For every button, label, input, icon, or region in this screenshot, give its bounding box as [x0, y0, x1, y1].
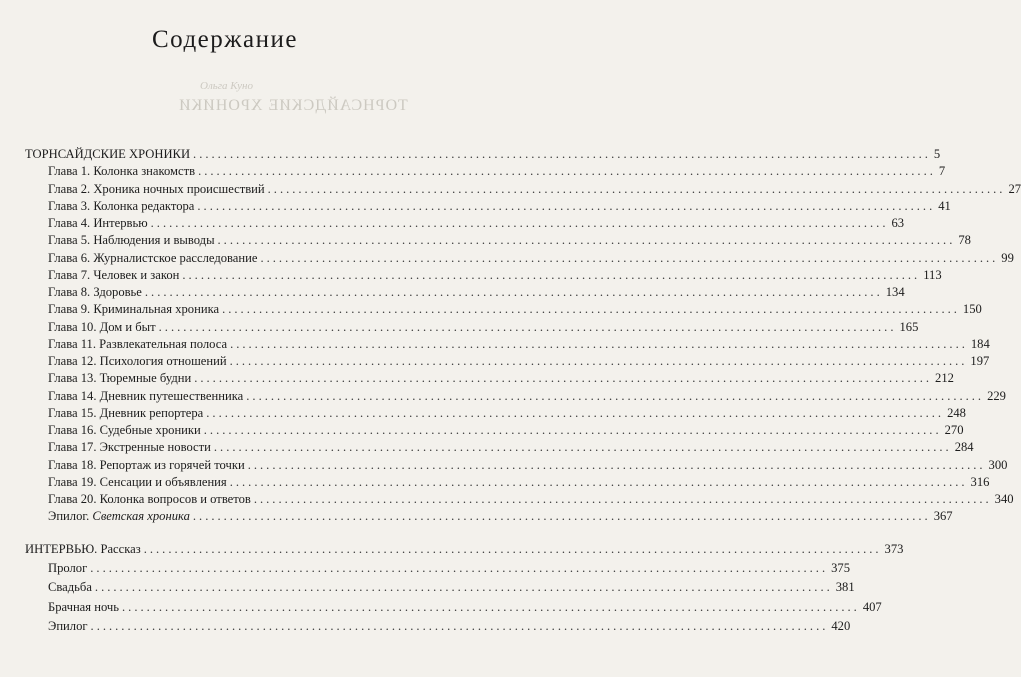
- toc-entry-label: Глава 12. Психология отношений: [48, 354, 227, 368]
- toc-entry[interactable]: [48, 198, 951, 214]
- toc-entry-label: Глава 9. Криминальная хроника: [48, 302, 220, 317]
- toc-entry[interactable]: [48, 250, 1014, 266]
- toc-entry-prefix: Эпилог.: [48, 509, 93, 524]
- dot-leader: ........................................................................................................................: [247, 457, 986, 472]
- toc-entry-label: Глава 1. Колонка знакомств: [48, 164, 196, 179]
- toc-entry-label: Глава 5. Наблюдения и выводы: [48, 233, 215, 248]
- toc-page-number: 134: [885, 285, 905, 299]
- toc-entry-label: Глава 3. Колонка редактора: [48, 198, 195, 213]
- toc-page-number: 270: [944, 423, 964, 437]
- toc-entry-label: Глава 17. Экстренные новости: [48, 440, 211, 455]
- toc-page-number: 284: [954, 440, 974, 455]
- toc-entry-label: Глава 16. Судебные хроники: [48, 423, 201, 437]
- toc-page-number: 113: [923, 267, 942, 282]
- dot-leader: ........................................................................................................................: [246, 388, 985, 403]
- dot-leader: ........................................................................................................................: [194, 371, 933, 386]
- dot-leader: ........................................................................................................................: [213, 440, 952, 455]
- show-through-author: Ольга Куно: [200, 80, 253, 92]
- toc-entry-label: Глава 4. Интервью: [48, 216, 148, 230]
- toc-entry-label: Свадьба: [48, 580, 92, 595]
- dot-leader: ........................................................................................................................: [222, 302, 960, 317]
- toc-entry[interactable]: [48, 388, 1006, 404]
- toc-entry-label: [48, 508, 190, 524]
- toc-page-number: 381: [835, 580, 855, 595]
- toc-section-heading[interactable]: [25, 146, 941, 162]
- dot-leader: ........................................................................................................................: [253, 492, 992, 506]
- toc-page-number: 5: [933, 147, 941, 161]
- toc-page-number: 248: [947, 405, 966, 420]
- dot-leader: ........................................................................................................................: [198, 164, 936, 179]
- toc-page-number: 165: [899, 319, 919, 334]
- dot-leader: ........................................................................................................................: [94, 580, 833, 595]
- toc-entry-label: Глава 20. Колонка вопросов и ответов: [48, 492, 251, 506]
- dot-leader: ........................................................................................................................: [192, 509, 931, 524]
- toc-section-heading[interactable]: [25, 541, 904, 557]
- dot-leader: ........................................................................................................................: [197, 198, 936, 213]
- toc-page-number: 407: [862, 599, 882, 614]
- toc-page-number: 375: [831, 561, 850, 576]
- toc-page-number: 316: [970, 474, 990, 489]
- show-through-title: ТОРНСАЙДСКИЕ ХРОНИКИ: [178, 97, 408, 114]
- toc-page-number: 229: [987, 388, 1006, 403]
- toc-entry-label: Глава 15. Дневник репортера: [48, 405, 204, 420]
- toc-entry[interactable]: [48, 457, 1008, 473]
- toc-page-number: 420: [831, 618, 851, 633]
- dot-leader: ........................................................................................................................: [122, 599, 860, 614]
- toc-entry-label: Глава 7. Человек и закон: [48, 267, 180, 282]
- toc-entry[interactable]: [48, 353, 990, 369]
- dot-leader: ........................................................................................................................: [217, 233, 956, 248]
- toc-entry[interactable]: [48, 319, 919, 335]
- toc-entry-label: Глава 6. Журналистское расследование: [48, 250, 258, 265]
- toc-page-number: 340: [994, 492, 1014, 506]
- toc-page-number: 212: [935, 371, 954, 386]
- toc-page-number: 367: [933, 509, 953, 524]
- dot-leader: ........................................................................................................................: [229, 354, 968, 368]
- dot-leader: ........................................................................................................................: [150, 216, 889, 230]
- toc-entry[interactable]: [48, 336, 990, 352]
- toc-entry-label: Пролог: [48, 561, 88, 576]
- toc-entry[interactable]: [48, 267, 942, 283]
- dot-leader: ........................................................................................................................: [90, 618, 829, 633]
- page-title: Содержание: [152, 26, 298, 53]
- dot-leader: ........................................................................................................................: [182, 267, 921, 282]
- toc-entry[interactable]: [48, 215, 905, 231]
- toc-entry[interactable]: [48, 422, 964, 438]
- toc-page-number: 7: [938, 164, 946, 179]
- toc-entry[interactable]: [48, 301, 982, 317]
- toc-entry[interactable]: [48, 284, 905, 300]
- toc-entry-label: Глава 8. Здоровье: [48, 285, 142, 299]
- dot-leader: ........................................................................................................................: [158, 319, 897, 334]
- toc-entry[interactable]: [48, 579, 855, 595]
- toc-entry-epilogue[interactable]: [48, 508, 953, 524]
- toc-entry-label: Глава 19. Сенсации и объявления: [48, 474, 227, 489]
- dot-leader: ........................................................................................................................: [267, 181, 1006, 196]
- toc-page-number: 184: [970, 336, 990, 351]
- toc-page-number: 41: [938, 198, 951, 213]
- toc-entry-label: Глава 11. Развлекательная полоса: [48, 336, 228, 351]
- dot-leader: ........................................................................................................................: [260, 250, 999, 265]
- toc-entry[interactable]: [48, 618, 851, 634]
- toc-entry-label: ИНТЕРВЬЮ. Рассказ: [25, 542, 141, 556]
- toc-page-number: 373: [884, 542, 904, 556]
- toc-entry-label: Глава 10. Дом и быт: [48, 319, 156, 334]
- dot-leader: ........................................................................................................................: [230, 336, 968, 351]
- toc-page-number: 150: [962, 302, 982, 317]
- toc-entry[interactable]: [48, 163, 946, 179]
- dot-leader: ........................................................................................................................: [143, 542, 882, 556]
- toc-page-number: 27: [1008, 181, 1021, 196]
- toc-page-number: 197: [970, 354, 990, 368]
- toc-entry-label: Глава 14. Дневник путешественника: [48, 388, 244, 403]
- toc-entry[interactable]: [48, 491, 1014, 507]
- toc-entry-italic-title: Светская хроника: [92, 509, 190, 524]
- toc-entry-label: Брачная ночь: [48, 599, 120, 614]
- toc-entry[interactable]: [48, 474, 990, 490]
- toc-page-number: 63: [891, 216, 905, 230]
- dot-leader: ........................................................................................................................: [203, 423, 942, 437]
- toc-entry-label: Глава 18. Репортаж из горячей точки: [48, 457, 245, 472]
- toc-entry[interactable]: [48, 370, 954, 386]
- dot-leader: ........................................................................................................................: [193, 147, 931, 161]
- toc-entry[interactable]: [48, 405, 966, 421]
- dot-leader: ........................................................................................................................: [90, 561, 829, 576]
- toc-page-number: 99: [1001, 250, 1014, 265]
- dot-leader: ........................................................................................................................: [144, 285, 883, 299]
- toc-entry[interactable]: [48, 439, 974, 455]
- toc-page-number: 78: [958, 233, 971, 248]
- dot-leader: ........................................................................................................................: [206, 405, 945, 420]
- toc-entry-label: Глава 2. Хроника ночных происшествий: [48, 181, 265, 196]
- toc-entry-label: Глава 13. Тюремные будни: [48, 371, 192, 386]
- toc-entry-label: Эпилог: [48, 618, 88, 633]
- dot-leader: ........................................................................................................................: [229, 474, 968, 489]
- toc-page-number: 300: [988, 457, 1008, 472]
- toc-entry[interactable]: [48, 232, 971, 248]
- toc-entry-label: ТОРНСАЙДСКИЕ ХРОНИКИ: [25, 147, 191, 161]
- toc-entry[interactable]: [48, 599, 882, 615]
- toc-entry[interactable]: [48, 560, 850, 576]
- toc-entry[interactable]: [48, 181, 1021, 197]
